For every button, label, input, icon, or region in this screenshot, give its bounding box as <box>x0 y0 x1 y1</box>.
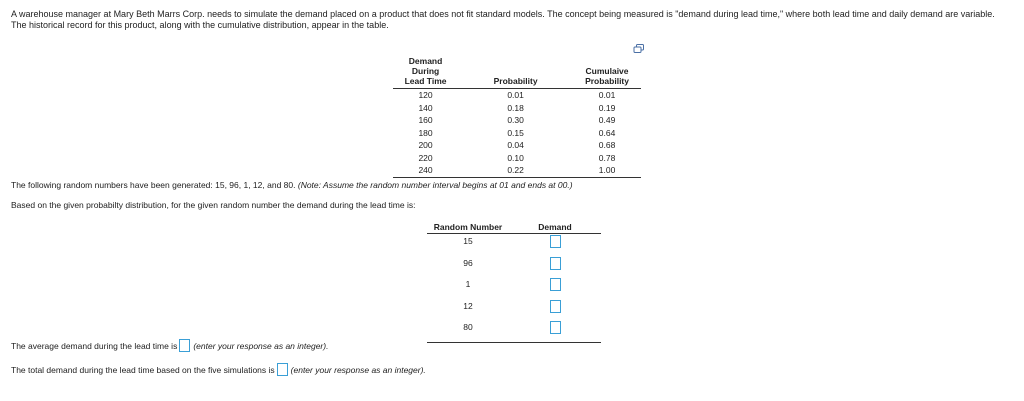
demand-cell: 200 <box>418 140 433 150</box>
cumulative-cell: 0.49 <box>598 115 616 125</box>
probability-cell: 0.30 <box>507 115 524 125</box>
table-row <box>427 277 601 299</box>
table-row <box>393 114 641 127</box>
demand-header: Demand <box>509 222 601 234</box>
probability-cell: 0.04 <box>507 140 524 150</box>
cumulative-header <box>573 56 641 89</box>
cumulative-cell: 0.78 <box>598 152 616 163</box>
demand-header-line2: Lead Time <box>404 76 447 86</box>
demand-prompt: Based on the given probabilty distribution, for the given random number the demand during the lead time is: <box>11 200 416 210</box>
table-row <box>393 127 641 140</box>
table-row <box>393 139 641 152</box>
random-numbers-text: The following random numbers have been generated: 15, 96, 1, 12, and 80. <box>11 180 296 190</box>
random-numbers-statement <box>11 180 573 191</box>
probability-cell: 0.15 <box>507 127 524 138</box>
random-numbers-note: (Note: Assume the random number interval begins at 01 and ends at 00.) <box>297 180 573 190</box>
total-demand-question <box>11 364 426 377</box>
average-demand-question <box>11 340 328 353</box>
cumulative-header-line2: Probability <box>585 76 629 86</box>
distribution-table <box>393 56 641 178</box>
demand-input-4[interactable] <box>550 300 561 313</box>
demand-input-2[interactable] <box>550 257 561 270</box>
demand-cell <box>509 256 601 278</box>
table-row <box>393 89 641 102</box>
random-number-cell: 15 <box>463 236 473 246</box>
total-demand-input[interactable] <box>277 363 288 376</box>
random-number-header: Random Number <box>427 222 509 234</box>
distribution-table-header <box>393 56 641 89</box>
cumulative-cell: 0.64 <box>598 127 616 138</box>
average-demand-prefix: The average demand during the lead time is <box>11 340 178 351</box>
demand-input-3[interactable] <box>550 278 561 291</box>
cumulative-cell: 1.00 <box>573 164 641 177</box>
probability-cell: 0.01 <box>507 90 524 100</box>
cumulative-cell: 0.19 <box>598 102 616 113</box>
demand-cell: 240 <box>393 164 458 177</box>
probability-cell: 0.22 <box>458 164 573 177</box>
total-demand-hint: (enter your response as an integer). <box>290 364 426 375</box>
problem-intro: A warehouse manager at Mary Beth Marrs Corp. needs to simulate the demand placed on a product that does not fit standard models. The concept being measured is "demand during lead time," where both lead time and daily demand are variable. The historical record for this product, along with the cumulative distribution, appear in the table. <box>11 9 995 30</box>
random-number-cell: 80 <box>427 320 509 342</box>
demand-cell: 140 <box>418 102 433 113</box>
total-demand-prefix: The total demand during the lead time based on the five simulations is <box>11 364 275 375</box>
probability-cell: 0.18 <box>507 102 524 113</box>
demand-cell: 120 <box>418 90 433 100</box>
table-row <box>427 320 601 342</box>
cumulative-cell: 0.68 <box>598 140 616 150</box>
demand-input-1[interactable] <box>550 235 561 248</box>
probability-cell: 0.10 <box>507 152 524 163</box>
average-demand-input[interactable] <box>179 339 190 352</box>
demand-cell: 220 <box>418 152 433 163</box>
demand-input-5[interactable] <box>550 321 561 334</box>
demand-header-line1: Demand During <box>408 56 443 76</box>
table-row <box>427 299 601 321</box>
demand-cell <box>509 320 601 342</box>
demand-cell <box>509 299 601 321</box>
simulation-table-header <box>427 222 601 234</box>
demand-cell: 180 <box>418 127 433 138</box>
table-row <box>393 152 641 165</box>
table-row <box>427 256 601 278</box>
table-row <box>393 102 641 115</box>
probability-header: Probability <box>458 56 573 89</box>
cumulative-cell: 0.01 <box>598 90 616 100</box>
cumulative-header-line1: Cumulaive <box>585 66 629 76</box>
simulation-table <box>427 222 601 343</box>
table-row <box>393 164 641 177</box>
demand-header <box>393 56 458 89</box>
random-number-cell: 1 <box>465 279 471 289</box>
copy-icon[interactable] <box>633 44 645 53</box>
demand-cell <box>509 277 601 299</box>
table-row <box>427 234 601 256</box>
demand-cell: 160 <box>418 115 433 125</box>
random-number-cell: 96 <box>463 257 473 268</box>
random-number-cell: 12 <box>463 300 473 311</box>
average-demand-hint: (enter your response as an integer). <box>193 340 329 351</box>
demand-cell <box>509 234 601 256</box>
